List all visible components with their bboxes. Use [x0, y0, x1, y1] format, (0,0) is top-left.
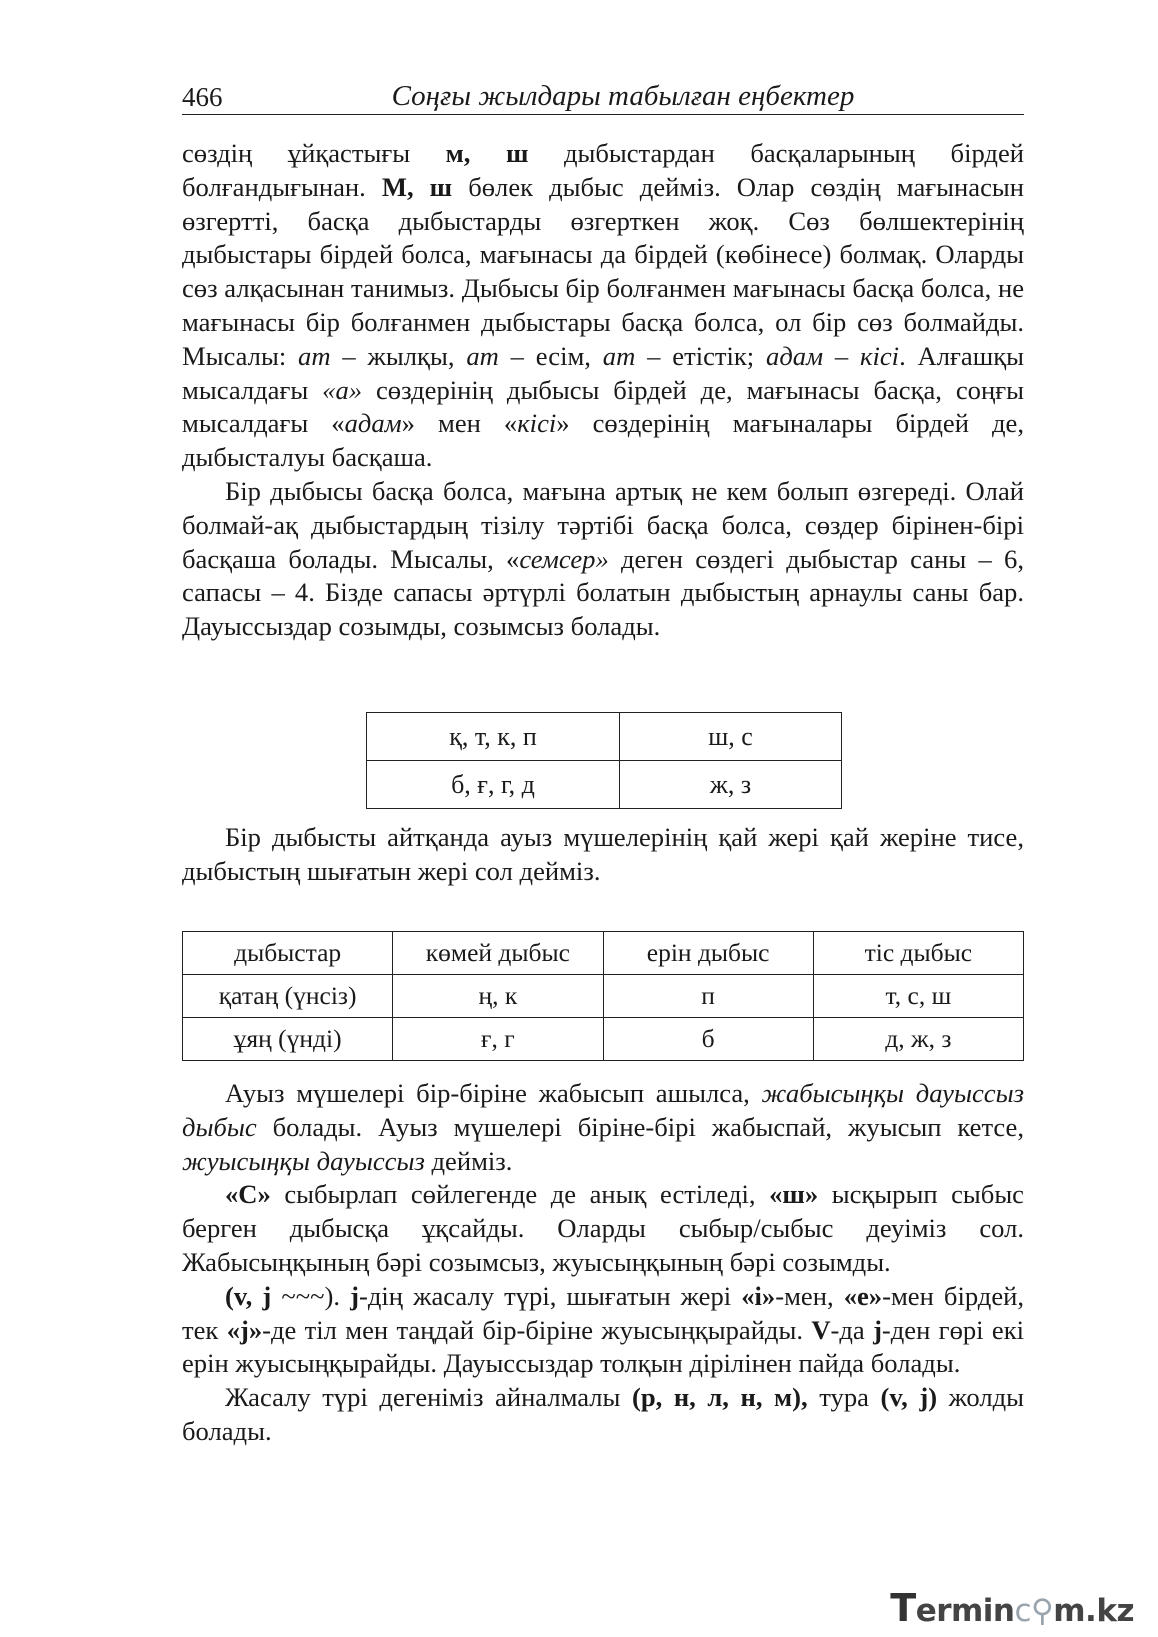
- table-cell: б, ғ, г, д: [367, 761, 620, 809]
- table-cell: қ, т, к, п: [367, 713, 620, 761]
- table-cell: қатаң (үнсіз): [183, 975, 393, 1018]
- bold-run: М, ш: [381, 171, 453, 202]
- bold-run: j: [350, 1280, 360, 1311]
- paragraph: [182, 475, 1024, 644]
- watermark-logo: Terminc⚲m.kz: [890, 1586, 1134, 1630]
- watermark-search-icon: c⚲: [1014, 1593, 1054, 1629]
- paragraph: [182, 1178, 1024, 1279]
- bold-run: (v, j: [225, 1280, 272, 1311]
- table-cell: ш, с: [620, 713, 842, 761]
- text-run: бөлек дыбыс дейміз. Олар сөздің мағынасын өзгертті, басқа дыбыстарды өзгерткен жоқ. Сөз бөлшектерінің дыбыстары бірдей болса, мағынасы да бірдей (көбінесе) болмақ. Оларды сөз алқасынан танимыз. Дыбысы бір болғанмен мағынасы басқа болса, не мағынасы бір болғанмен дыбыстары басқа болса, ол бір сөз болмайды. Мысалы:: [182, 171, 1024, 371]
- bold-run: (v, j): [880, 1382, 938, 1413]
- bold-run: «ш»: [769, 1179, 819, 1210]
- paragraph: [182, 1077, 1024, 1178]
- italic-run: ат: [466, 340, 499, 371]
- italic-run: ат: [602, 340, 636, 371]
- text-run: болады. Ауыз мүшелері біріне-бірі жабыспай, жуысып кетсе,: [256, 1111, 1024, 1142]
- bold-run: (р, н, л, н, м),: [632, 1382, 808, 1413]
- text-run: » мен «: [401, 408, 518, 439]
- table-cell: т, с, ш: [813, 975, 1023, 1018]
- consonant-pairs-table: [366, 712, 842, 809]
- text-run: сөздерінің дыбысы бірдей де, мағынасы басқа, соңғы мысалдағы «: [182, 374, 1024, 439]
- text-run: -да: [830, 1314, 874, 1345]
- table-row: [183, 975, 1024, 1018]
- running-title: Соңғы жылдары табылған еңбектер: [391, 80, 855, 112]
- text-run: деген сөздегі дыбыстар саны – 6, сапасы – 4. Бізде сапасы әртүрлі болатын дыбыстың арнаулы саны бар. Дауыссыздар созымды, созымсыз болады.: [182, 543, 1024, 642]
- text-run: -ден гөрі екі ерін жуысыңқырайды. Дауыссыздар толқын дірілінен пайда болады.: [182, 1314, 1024, 1379]
- text-run: дыбыстардан басқаларының бірдей болғандығынан.: [182, 138, 1024, 202]
- text-run: » сөздерінің мағыналары бірдей де, дыбысталуы басқаша.: [182, 408, 1024, 473]
- bold-run: «j»: [226, 1314, 263, 1345]
- paragraph: [182, 137, 1024, 475]
- text-run: -де тіл мен таңдай бір-біріне жуысыңқырайды.: [262, 1314, 812, 1345]
- table-cell: д, ж, з: [813, 1018, 1023, 1061]
- bold-run: «е»: [843, 1280, 883, 1311]
- text-run: ысқырып сыбыс берген дыбысқа ұқсайды. Оларды сыбыр/сыбыс деуіміз сол. Жабысыңқының бәрі созымсыз, жуысыңқының бәрі созымды.: [182, 1179, 1024, 1277]
- text-run: – есім,: [498, 340, 603, 371]
- text-run: -мен бірдей, тек: [182, 1280, 1025, 1345]
- table-header-cell: көмей дыбыс: [393, 932, 603, 975]
- text-run: -дің жасалу түрі, шығатын жері: [359, 1280, 742, 1311]
- table-cell: б: [603, 1018, 813, 1061]
- bold-run: V: [811, 1314, 831, 1345]
- table-header-cell: ерін дыбыс: [603, 932, 813, 975]
- table-cell: ұяң (үнді): [183, 1018, 393, 1061]
- table-cell: п: [603, 975, 813, 1018]
- bold-run: «С»: [225, 1179, 271, 1210]
- text-run: Ауыз мүшелері бір-біріне жабысып ашылса,: [225, 1078, 762, 1108]
- text-run: сөздің ұйқастығы: [182, 138, 446, 168]
- text-run: Жасалу түрі дегеніміз айналмалы: [225, 1382, 632, 1413]
- italic-run: «а»: [322, 374, 363, 405]
- text-run: сыбырлап сөйлегенде де анық естіледі,: [270, 1179, 770, 1210]
- italic-run: ат: [298, 340, 331, 371]
- table-row: [367, 761, 842, 809]
- articulation-table: [182, 931, 1024, 1061]
- table-header-cell: тіс дыбыс: [813, 932, 1023, 975]
- text-run: тура: [807, 1382, 881, 1413]
- text-run: -мен,: [775, 1280, 844, 1311]
- text-block-2: [182, 821, 1024, 889]
- text-run: ~~~).: [271, 1280, 351, 1311]
- text-block-1: [182, 137, 1024, 644]
- text-run: дейміз.: [424, 1145, 513, 1176]
- table-cell: ғ, г: [393, 1018, 603, 1061]
- text-run: Бір дыбысы басқа болса, мағына артық не кем болып өзгереді. Олай болмай-ақ дыбыстардың тізілу тәртібі басқа болса, сөздер бірінен-бірі басқаша болады. Мысалы, «: [182, 475, 1024, 574]
- italic-run: жуысыңқы дауыссыз: [182, 1145, 425, 1176]
- table-header-row: [183, 932, 1024, 975]
- paragraph: Бір дыбысты айтқанда ауыз мүшелерінің қай жері қай жеріне тисе, дыбыстың шығатын жері сол дейміз.: [182, 822, 1024, 886]
- text-run: жолды болады.: [182, 1382, 1024, 1446]
- paragraph: [182, 1280, 1024, 1381]
- text-block-3: [182, 1077, 1024, 1449]
- italic-run: адам – кісі: [766, 340, 900, 371]
- table-cell: ж, з: [620, 761, 842, 809]
- text-run: – етістік;: [635, 340, 767, 371]
- bold-run: j: [873, 1314, 882, 1345]
- italic-run: адам: [344, 408, 402, 439]
- bold-run: «і»: [741, 1280, 776, 1311]
- page-header: [182, 80, 1024, 115]
- watermark-t-letter: T: [890, 1586, 916, 1630]
- page-number: 466: [182, 82, 223, 112]
- table-cell: ң, к: [393, 975, 603, 1018]
- italic-run: кісі: [517, 408, 557, 439]
- italic-run: жабысыңқы дауыссыз дыбыс: [182, 1078, 1024, 1142]
- italic-run: семсер»: [519, 543, 609, 574]
- paragraph: [182, 1381, 1024, 1449]
- text-run: – жылқы,: [330, 340, 467, 371]
- table-row: [367, 713, 842, 761]
- table-row: [183, 1018, 1024, 1061]
- text-run: . Алғашқы мысалдағы: [182, 340, 1024, 405]
- table-header-cell: дыбыстар: [183, 932, 393, 975]
- bold-run: м, ш: [445, 138, 529, 168]
